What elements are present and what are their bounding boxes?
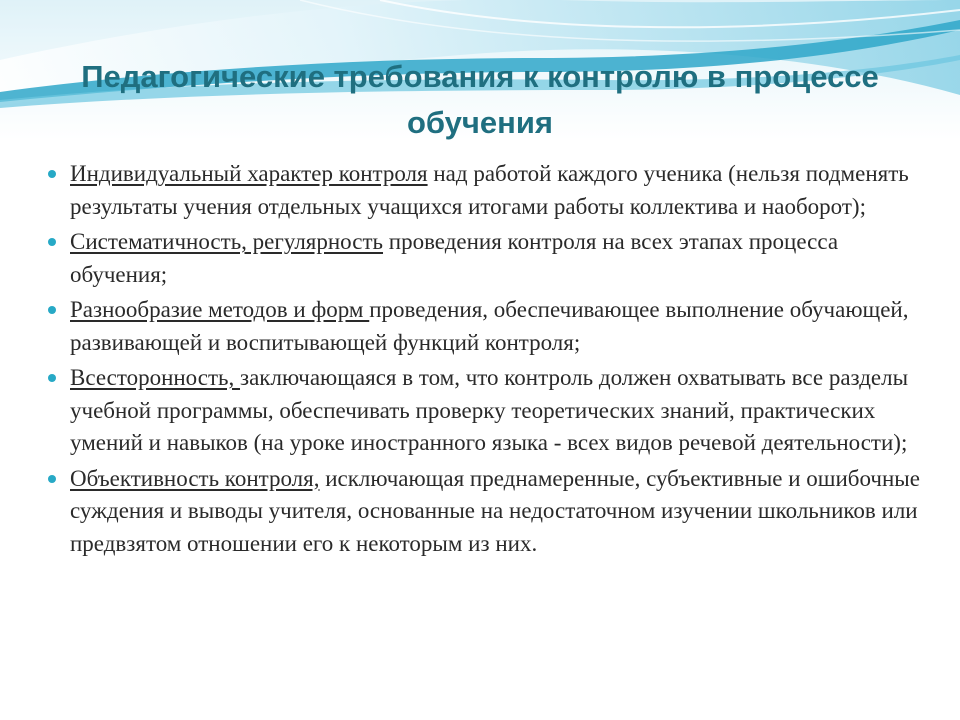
- bullet-icon: [48, 238, 56, 246]
- requirements-list: [48, 158, 938, 563]
- bullet-icon: [48, 170, 56, 178]
- list-item: [48, 294, 938, 359]
- item-term: Объективность контроля,: [70, 465, 320, 491]
- item-text: проведения, обеспечивающее выполнение обучающей, развивающей и воспитывающей функций контроля;: [70, 297, 909, 355]
- item-term: Индивидуальный характер контроля: [70, 161, 428, 186]
- list-item: [48, 158, 938, 223]
- item-term: Всесторонность,: [70, 365, 241, 390]
- bullet-icon: [48, 475, 56, 483]
- item-text: исключающая преднамеренные, субъективные и ошибочные суждения и выводы учителя, основанные на недостаточном изучении школьников или предвзятом отношении его к некоторым из них.: [70, 465, 920, 556]
- item-term: Систематичность, регулярность: [70, 229, 384, 254]
- bullet-icon: [48, 306, 56, 314]
- item-term: Разнообразие методов и форм: [70, 297, 370, 322]
- bullet-icon: [48, 374, 56, 382]
- list-item: [48, 226, 938, 291]
- item-text: проведения контроля на всех этапах процесса обучения;: [70, 229, 839, 287]
- list-item: [48, 463, 938, 561]
- list-item: [48, 362, 938, 460]
- item-text: заключающаяся в том, что контроль должен охватывать все разделы учебной программы, обеспечивать проверку теоретических знаний, практических умений и навыков (на уроке иностранного языка - всех видов речевой деятельности);: [70, 365, 909, 455]
- slide-title: Педагогические требования к контролю в процессе обучения: [81, 59, 879, 140]
- item-text: над работой каждого ученика (нельзя подменять результаты учения отдельных учащихся итогами работы коллектива и наоборот);: [70, 161, 909, 219]
